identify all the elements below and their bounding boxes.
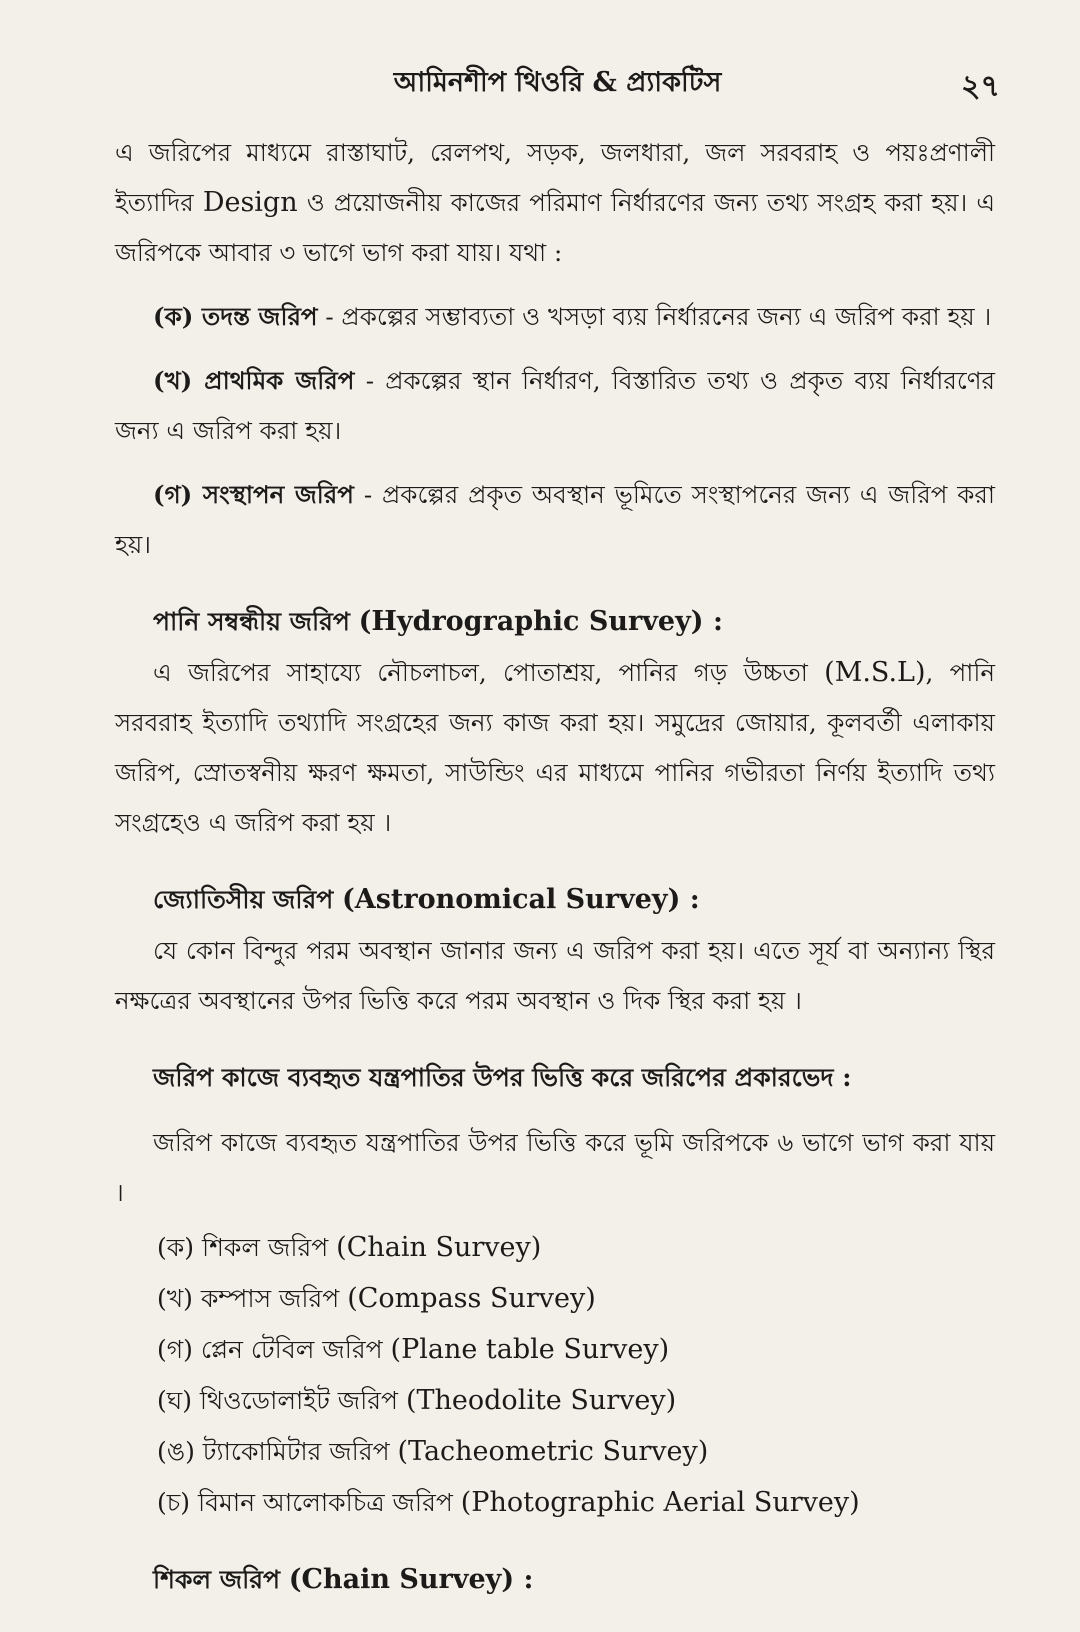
list-item [157, 1477, 995, 1528]
type-en: (Compass Survey) [347, 1283, 596, 1314]
instrument-types-heading: জরিপ কাজে ব্যবহৃত যন্ত্রপাতির উপর ভিত্তি করে জরিপের প্রকারভেদ : [153, 1063, 852, 1092]
list-item [157, 1375, 995, 1426]
type-en: (Photographic Aerial Survey) [460, 1487, 860, 1518]
page-number: ২৭ [960, 69, 1000, 104]
type-en: (Chain Survey) [336, 1232, 542, 1263]
page-body [115, 128, 995, 1606]
type-bn: (গ) প্লেন টেবিল জরিপ [157, 1335, 383, 1364]
type-en: (Tacheometric Survey) [397, 1436, 709, 1467]
type-bn: (ঙ) ট্যাকোমিটার জরিপ [157, 1437, 390, 1466]
heading-bn: জ্যোতিসীয় জরিপ [153, 885, 334, 914]
subtype-desc: - প্রকল্পের প্রকৃত অবস্থান ভূমিতে সংস্থাপনের জন্য এ জরিপ করা হয়। [115, 480, 995, 559]
type-bn: (ক) শিকল জরিপ [157, 1233, 329, 1262]
heading-bn: পানি সম্বন্ধীয় জরিপ [153, 607, 350, 636]
type-bn: (চ) বিমান আলোকচিত্র জরিপ [157, 1488, 453, 1517]
intro-text-1: এ জরিপের মাধ্যমে রাস্তাঘাট, রেলপথ, সড়ক, জলধারা, জল সরবরাহ ও পয়ঃপ্রণালী ইত্যাদির [115, 138, 995, 217]
running-title: আমিনশীপ থিওরি & প্র্যাকটিস [393, 67, 722, 98]
subtype-paragraph-ga [115, 470, 995, 570]
subtype-paragraph-ka [115, 292, 995, 342]
subtype-paragraph-kha [115, 356, 995, 456]
subtype-desc: - প্রকল্পের সম্ভাব্যতা ও খসড়া ব্যয় নির্ধারনের জন্য এ জরিপ করা হয় । [325, 302, 992, 331]
subtype-term: (খ) প্রাথমিক জরিপ [153, 366, 355, 395]
list-item [157, 1222, 995, 1273]
type-bn: (ঘ) থিওডোলাইট জরিপ [157, 1386, 399, 1415]
hydro-text-2: , পানি সরবরাহ ইত্যাদি তথ্যাদি সংগ্রহের জন্য কাজ করা হয়। সমুদ্রের জোয়ার, কূলবর্তী এলাকায় জরিপ, স্রোতস্বনীয় ক্ষরণ ক্ষমতা, সাউন্ডিং এর মাধ্যমে পানির গভীরতা নির্ণয় ইত্যাদি তথ্য সংগ্রহেও এ জরিপ করা হয় । [115, 658, 995, 837]
heading-en: (Astronomical Survey) : [341, 884, 700, 915]
intro-text-2: ও প্রয়োজনীয় কাজের পরিমাণ নির্ধারণের জন্য তথ্য সংগ্রহ করা হয়। এ জরিপকে আবার ৩ ভাগে ভাগ করা যায়। যথা : [115, 188, 995, 267]
astronomical-paragraph: যে কোন বিন্দুর পরম অবস্থান জানার জন্য এ জরিপ করা হয়। এতে সূর্য বা অন্যান্য স্থির নক্ষত্রের অবস্থানের উপর ভিত্তি করে পরম অবস্থান ও দিক স্থির করা হয় । [115, 936, 995, 1015]
msl-term: (M.S.L) [824, 657, 926, 688]
type-en: (Theodolite Survey) [405, 1385, 677, 1416]
heading-bn: শিকল জরিপ [153, 1565, 281, 1594]
astronomical-heading [115, 874, 995, 926]
page-header [115, 62, 1000, 106]
heading-en: (Chain Survey) : [288, 1564, 534, 1595]
instrument-types-paragraph: জরিপ কাজে ব্যবহৃত যন্ত্রপাতির উপর ভিত্তি করে ভূমি জরিপকে ৬ ভাগে ভাগ করা যায় । [115, 1128, 995, 1207]
subtype-term: (ক) তদন্ত জরিপ [153, 302, 318, 331]
type-en: (Plane table Survey) [390, 1334, 670, 1365]
list-item [157, 1273, 995, 1324]
type-bn: (খ) কম্পাস জরিপ [157, 1284, 340, 1313]
hydrographic-paragraph [115, 648, 995, 848]
survey-types-list [115, 1222, 995, 1528]
list-item [157, 1324, 995, 1375]
list-item [157, 1426, 995, 1477]
subtype-desc: - প্রকল্পের স্থান নির্ধারণ, বিস্তারিত তথ্য ও প্রকৃত ব্যয় নির্ধারণের জন্য এ জরিপ করা হয়। [115, 366, 995, 445]
intro-paragraph [115, 128, 995, 278]
heading-en: (Hydrographic Survey) : [358, 606, 723, 637]
subtype-term: (গ) সংস্থাপন জরিপ [153, 480, 354, 509]
chain-survey-heading [115, 1554, 995, 1606]
hydro-text-1: এ জরিপের সাহায্যে নৌচলাচল, পোতাশ্রয়, পানির গড় উচ্চতা [153, 658, 808, 687]
design-term: Design [202, 187, 298, 218]
hydrographic-heading [115, 596, 995, 648]
